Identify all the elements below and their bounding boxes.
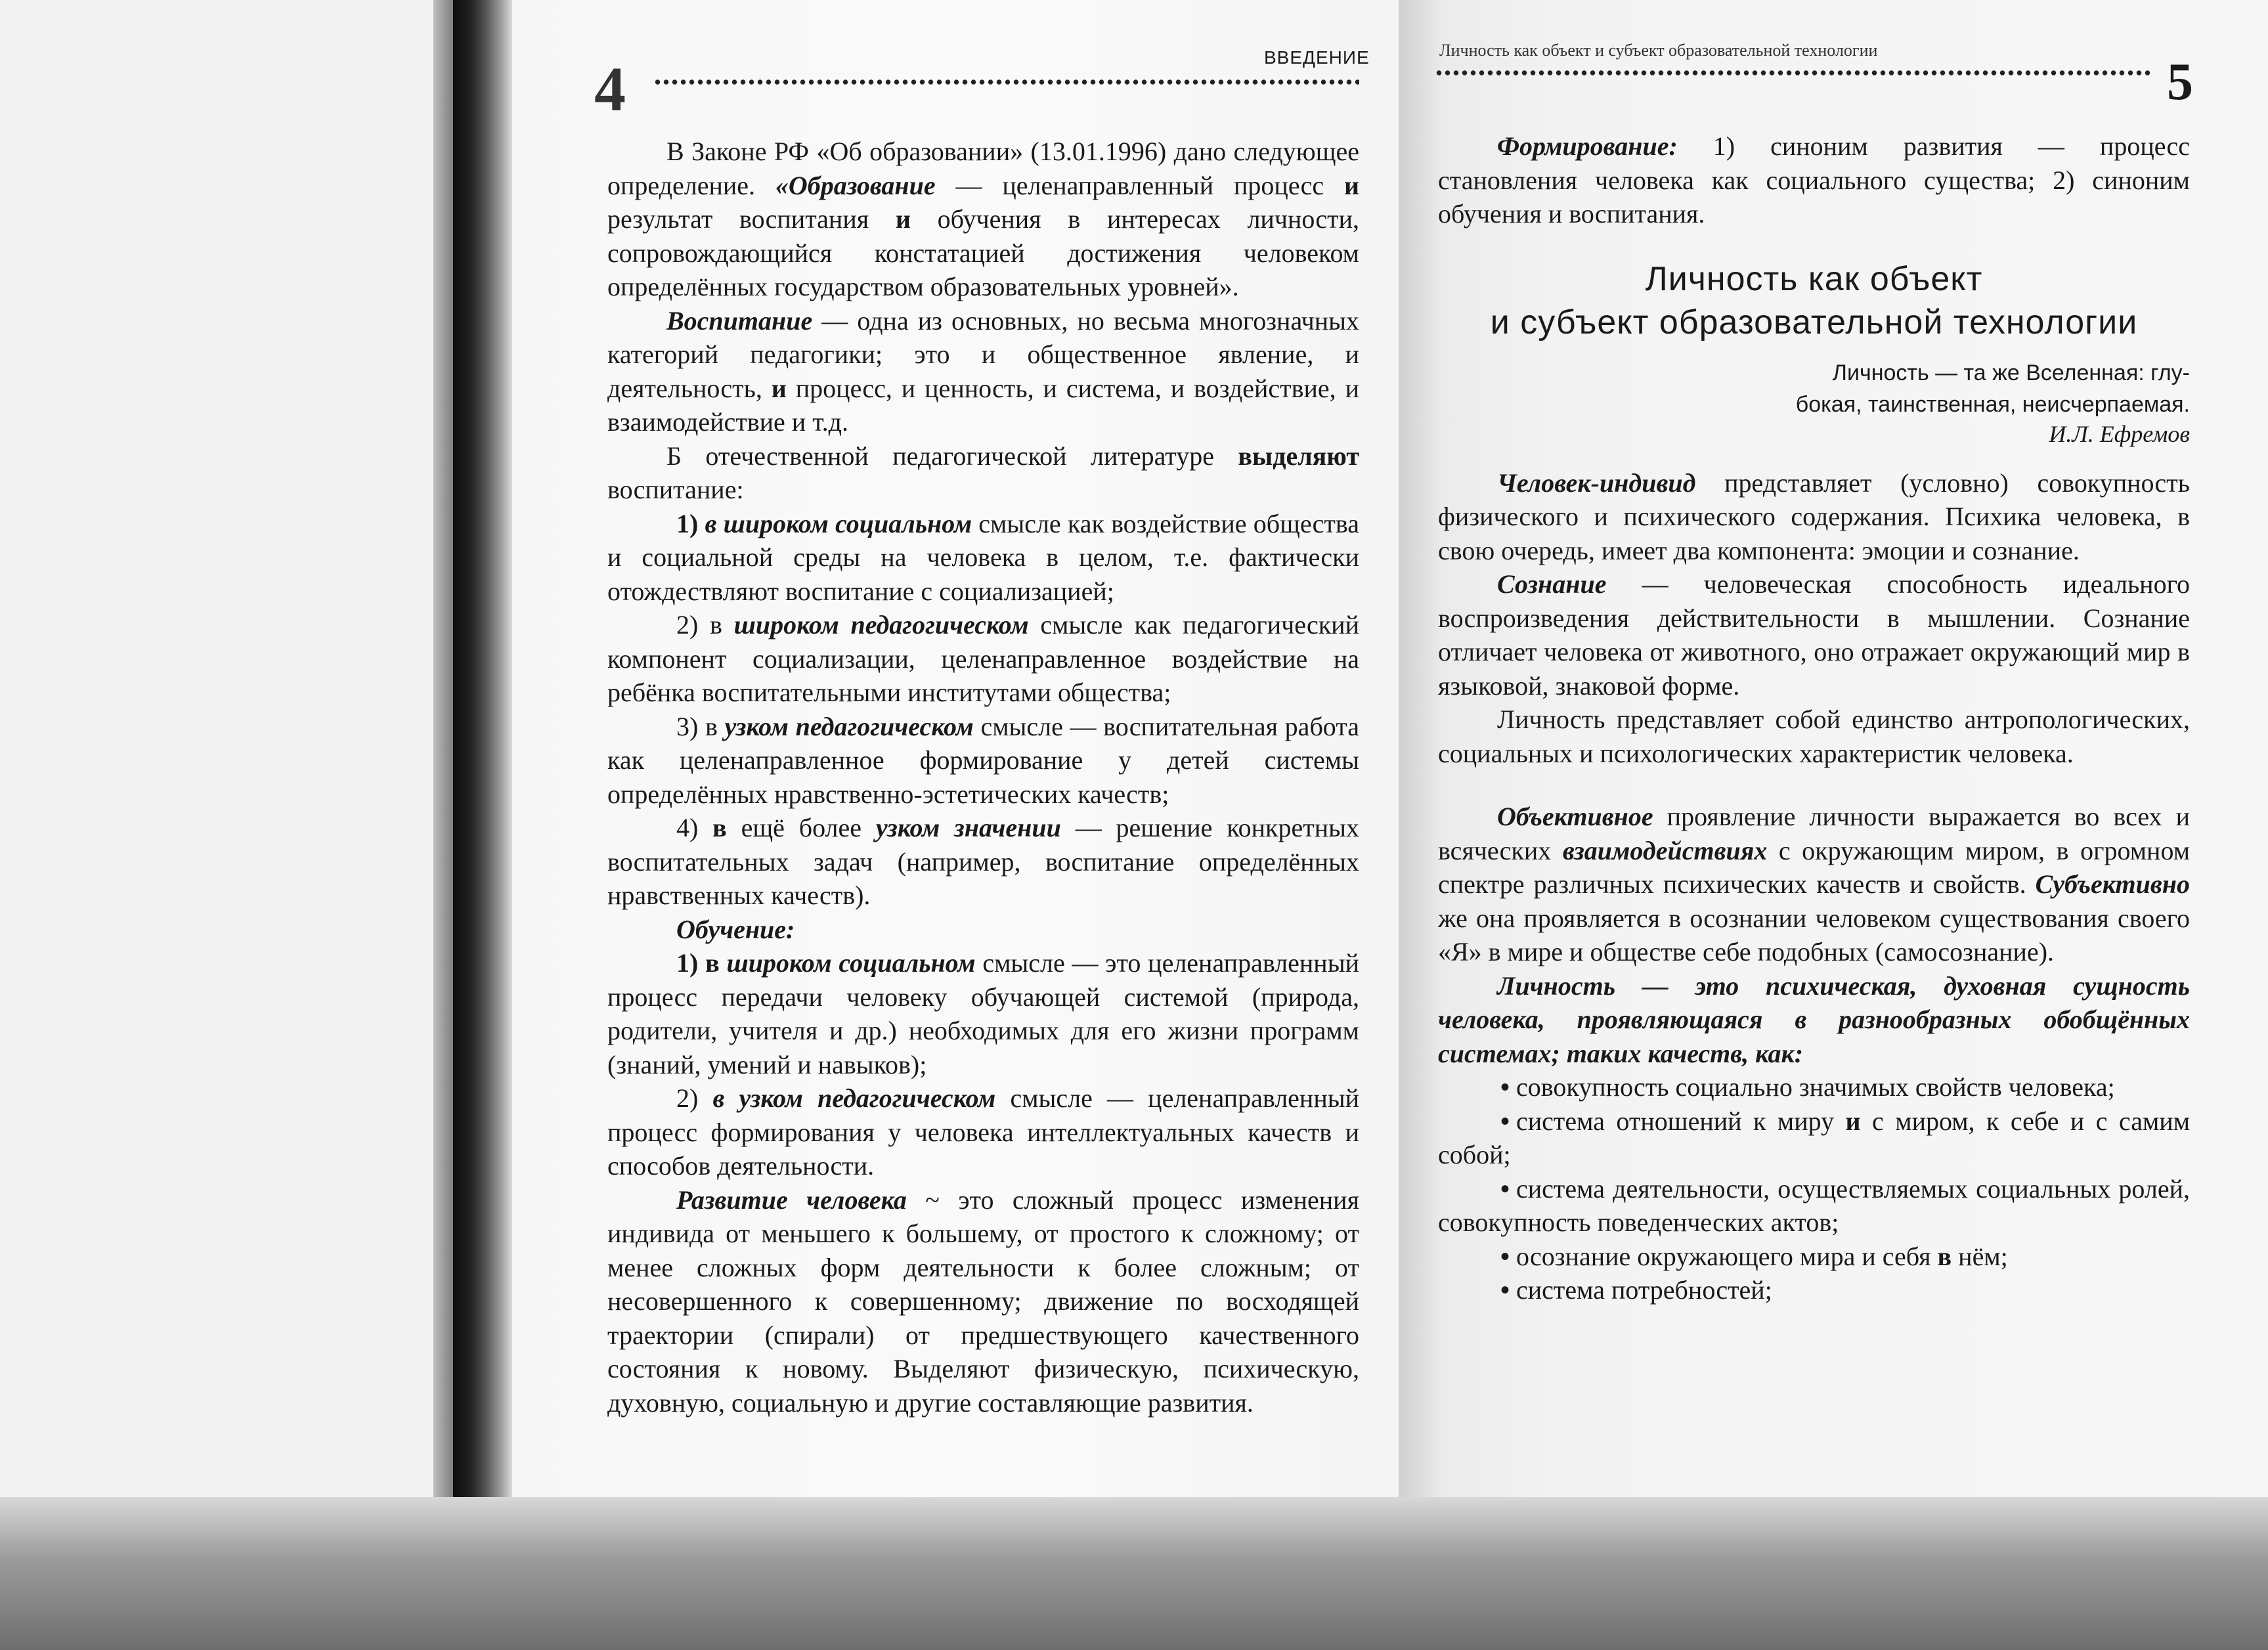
paragraph-literature: Б отечественной педагогической литературе выделяют воспитание: bbox=[607, 441, 1359, 504]
list-item: 4) в ещё более узком значении — решение конкретных воспитательных задач (например, воспитание определённых нравственных качеств). bbox=[607, 813, 1360, 910]
list-item: • система отношений к миру и с миром, к себе и с самим собой; bbox=[1438, 1106, 2191, 1169]
section-title: Личность как объект и субъект образовательной технологии bbox=[1490, 259, 2138, 341]
bullet-icon: • bbox=[1500, 1072, 1510, 1102]
paragraph-law: В Законе РФ «Об образовании» (13.01.1996) дано следующее определение. «Образование — целенаправленный процесс и результат воспитания и обучения в интересах личности, сопровождающийся констатацией достижения человеком определённых государством образовательных уровней». bbox=[607, 137, 1360, 301]
left-page-body bbox=[607, 135, 1359, 1420]
scan-bottom-shadow bbox=[0, 1497, 2268, 1650]
binding-shadow bbox=[453, 0, 512, 1530]
right-dotted-rule bbox=[1435, 68, 2150, 77]
list-item: • система деятельности, осуществляемых социальных ролей, совокупность поведенческих актов; bbox=[1438, 1173, 2190, 1237]
bullet-icon: • bbox=[1500, 1173, 1510, 1204]
epigraph: Личность — та же Вселенная: глу- бокая, таинственная, неисчерпаемая. bbox=[1795, 360, 2190, 417]
paragraph-objective: Объективное проявление личности выражается во всех и всяческих взаимодействиях с окружающим миром, в огромном спектре различных психических качеств и свойств. Субъективно же она проявляется в осознании человеком существования своего «Я» в мире и обществе себе подобных (самосознание). bbox=[1438, 802, 2191, 966]
paragraph-razvitie: Развитие человека ~ это сложный процесс изменения индивида от меньшего к большему, от простого к сложному; от менее сложных форм деятельности к более сложным; от несовершенного к совершенному; движение по восходящей траектории (спирали) от предшествующего качественного состояния к новому. Выделяют физическую, психическую, духовную, социальную и другие составляющие развития. bbox=[607, 1184, 1359, 1418]
paragraph-soznanie: Сознание — человеческая способность идеального воспроизведения действительности в мышлении. Сознание отличает человека от животного, оно отражает окружающий мир в языковой, знаковой форме. bbox=[1438, 569, 2190, 701]
right-page-body bbox=[1438, 129, 2190, 1307]
list-item: • совокупность социально значимых свойств человека; bbox=[1500, 1072, 2115, 1102]
paragraph-individ: Человек-индивид представляет (условно) совокупность физического и психического содержания. Психика человека, в свою очередь, имеет два компонента: эмоции и сознание. bbox=[1438, 467, 2190, 565]
right-running-head: Личность как объект и субъект образовательной технологии bbox=[1439, 41, 1878, 60]
list-item: 3) в узком педагогическом смысле — воспитательная работа как целенаправленное формирование у детей системы определённых нравственно-эстетических качеств; bbox=[607, 711, 1359, 809]
bullet-icon: • bbox=[1500, 1106, 1510, 1136]
left-dotted-rule bbox=[653, 77, 1359, 87]
epigraph-author: И.Л. Ефремов bbox=[2049, 420, 2190, 447]
list-item: 1) в широком социальном смысле как воздействие общества и социальной среды на человека в целом, т.е. фактически отождествляют воспитание с социализацией; bbox=[607, 508, 1359, 606]
list-item: • система потребностей; bbox=[1500, 1275, 1772, 1305]
list-item: 1) в широком социальном смысле — это целенаправленный процесс передачи человеку обучающей системой (природа, родители, учителя и др.) необходимых для его жизни программ (знаний, умений и навыков); bbox=[607, 948, 1359, 1079]
list-item: 2) в узком педагогическом смысле — целенаправленный процесс формирования у человека интеллектуальных качеств и способов деятельности. bbox=[607, 1083, 1360, 1181]
list-item: • осознание окружающего мира и себя в нём; bbox=[1500, 1241, 2008, 1271]
paragraph-vospitanie: Воспитание — одна из основных, но весьма многозначных категорий педагогики; это и общественное явление, и деятельность, и процесс, и ценность, и система, и воздействие, и взаимодействие и т.д. bbox=[607, 305, 1359, 437]
list-item: 2) в широком педагогическом смысле как педагогический компонент социализации, целенаправленное воздействие на ребёнка воспитательными институтами общества; bbox=[607, 610, 1359, 707]
definition-lichnost: Личность — это психическая, духовная сущность человека, проявляющаяся в разнообразных обобщённых системах; таких качеств, как: bbox=[1438, 970, 2190, 1068]
paragraph-lichnost-unity: Личность представляет собой единство антропологических, социальных и психологических характеристик человека. bbox=[1438, 705, 2190, 768]
bullet-icon: • bbox=[1500, 1275, 1510, 1305]
left-running-head: ВВЕДЕНИЕ bbox=[1264, 47, 1370, 68]
right-page-number: 5 bbox=[2167, 53, 2193, 111]
bullet-icon: • bbox=[1500, 1241, 1510, 1271]
subheading-obuchenie: Обучение: bbox=[676, 914, 795, 944]
left-page-number: 4 bbox=[594, 54, 626, 124]
paragraph-formirovanie: Формирование: 1) синоним развития — процесс становления человека как социального существа; 2) синоним обучения и воспитания. bbox=[1438, 131, 2190, 228]
